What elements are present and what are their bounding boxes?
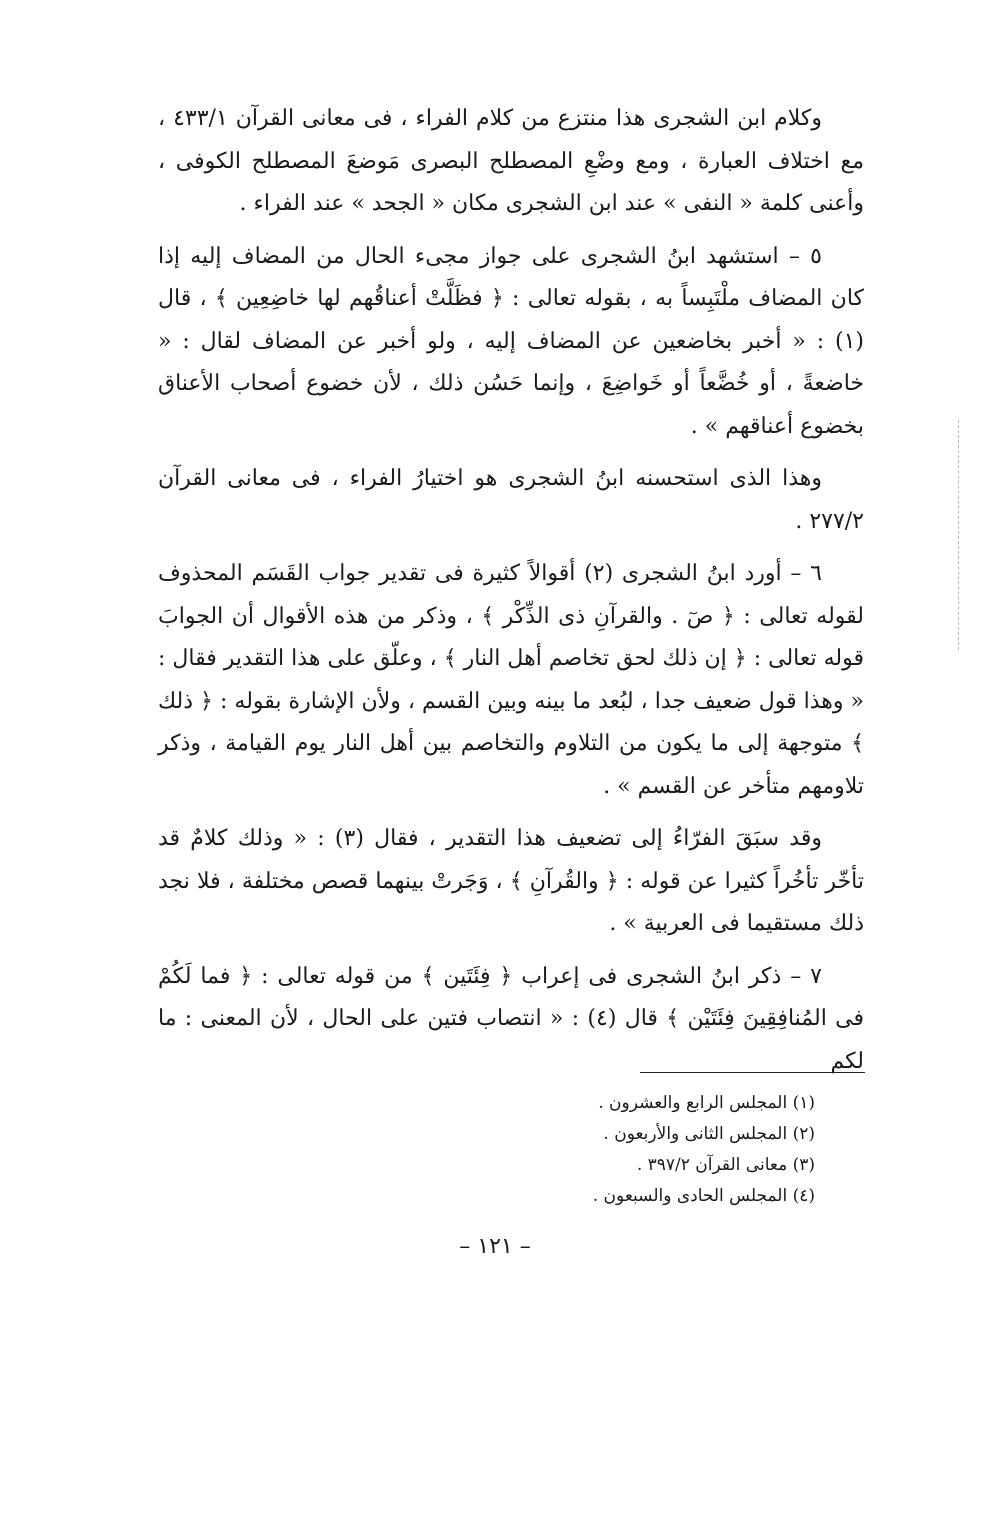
paragraph-2: ٥ – استشهد ابنُ الشجرى على جواز مجىء الحال من المضاف إليه إذا كان المضاف ملْتَبِساً به ، بقوله تعالى : ﴿ فظَلَّتْ أعناقُهم لها خاضِعِين ﴾ ، قال (١) : « أخبر بخاضعين عن المضاف إليه ، ولو أخبر عن المضاف لقال : « خاضعةً ، أو خُضَّعاً أو خَواضِعَ ، وإنما حَسُن ذلك ، لأن خضوع أصحاب الأعناق بخضوع أعناقهم » . [158,243,864,439]
paragraph-3: وهذا الذى استحسنه ابنُ الشجرى هو اختيارُ الفراء ، فى معانى القرآن ٢٧٧/٢ . [158,466,864,534]
main-text [158,98,864,1093]
paragraph-5: وقد سبَقَ الفرّاءُ إلى تضعيف هذا التقدير ، فقال (٣) : « وذلك كلامٌ قد تأخّر تأخُراً كثيرا عن قوله : ﴿ والقُرآنِ ﴾ ، وَجَرتْ بينهما قصص مختلفة ، فلا نجد ذلك مستقيما فى العربية » . [158,826,864,936]
footnote-2: (٢) المجلس الثانى والأربعون . [603,1124,815,1144]
scan-margin-mark [958,420,959,650]
paragraph-6: ٧ – ذكر ابنُ الشجرى فى إعراب ﴿ فِئَتَين ﴾ من قوله تعالى : ﴿ فما لَكُمْ فى المُنافِقِينَ فِئَتَيْن ﴾ قال (٤) : « انتصاب فتين على الحال ، لأن المعنى : ما لكم [158,963,864,1074]
footnote-1: (١) المجلس الرابع والعشرون . [598,1093,815,1113]
footnote-3: (٣) معانى القرآن ٣٩٧/٢ . [636,1155,815,1175]
footnote-4: (٤) المجلس الحادى والسبعون . [592,1186,815,1206]
page-number: – ١٢١ – [459,1234,531,1259]
paragraph-1: وكلام ابن الشجرى هذا منتزع من كلام الفراء ، فى معانى القرآن ٤٣٣/١ ، مع اختلاف العبارة ، ومع وضْعِ المصطلح البصرى مَوضعَ المصطلح الكوفى ، وأعنى كلمة « النفى » عند ابن الشجرى مكان « الجحد » عند الفراء . [158,106,864,216]
footnote-separator [640,1072,865,1073]
paragraph-4: ٦ – أورد ابنُ الشجرى (٢) أقوالاً كثيرة فى تقدير جواب القَسَم المحذوف لقوله تعالى : ﴿ صٓ . والقرآنِ ذى الذِّكْر ﴾ ، وذكر من هذه الأقوال أن الجوابَ قوله تعالى : ﴿ إن ذلك لحق تخاصم أهل النار ﴾ ، وعلّق على هذا التقدير فقال : « وهذا قول ضعيف جدا ، لبُعد ما بينه وبين القسم ، ولأن الإشارة بقوله : ﴿ ذلك ﴾ متوجهة إلى ما يكون من التلاوم والتخاصم بين أهل النار يوم القيامة ، وذكر تلاومهم متأخر عن القسم » . [158,561,864,799]
footnotes [560,1088,815,1212]
